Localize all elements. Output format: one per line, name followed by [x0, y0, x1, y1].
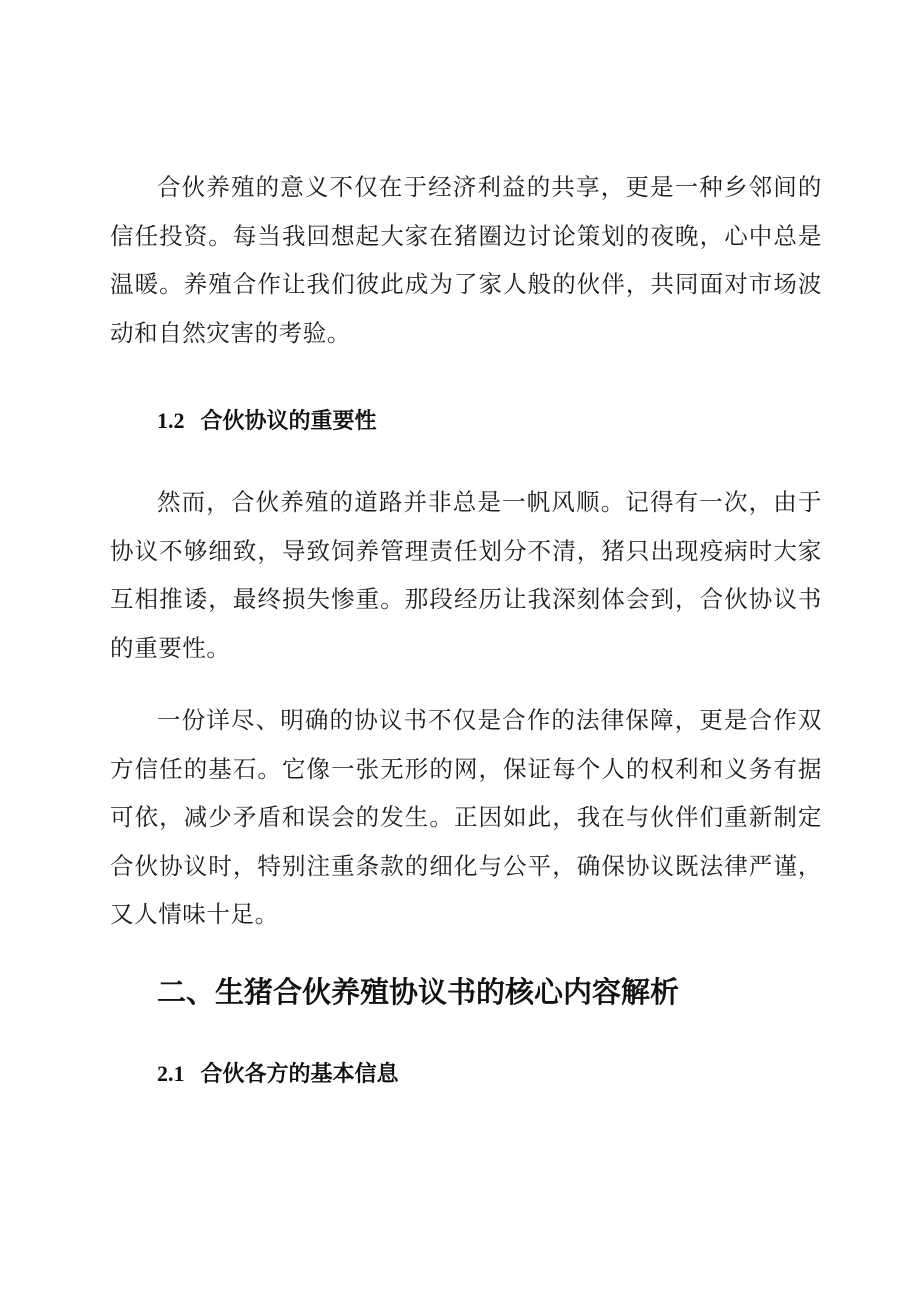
section-title: 合伙各方的基本信息 — [200, 1062, 399, 1087]
paragraph-past-experience: 然而，合伙养殖的道路并非总是一帆风顺。记得有一次，由于协议不够细致，导致饲养管理责任划分不清，猪只出现疫病时大家互相推诿，最终损失惨重。那段经历让我深刻体会到，合伙协议书的重要性。 — [110, 488, 822, 662]
section-number: 1.2 — [157, 408, 185, 433]
section-heading-2-1 — [157, 1059, 399, 1090]
chapter-heading-2: 二、生猪合伙养殖协议书的核心内容解析 — [157, 975, 680, 1009]
section-number: 2.1 — [157, 1061, 185, 1086]
paragraph-agreement-foundation: 一份详尽、明确的协议书不仅是合作的法律保障，更是合作双方信任的基石。它像一张无形的网，保证每个人的权利和义务有据可依，减少矛盾和误会的发生。正因如此，我在与伙伴们重新制定合伙协议时，特别注重条款的细化与公平，确保协议既法律严谨，又人情味十足。 — [110, 706, 822, 928]
section-title: 合伙协议的重要性 — [200, 409, 377, 434]
section-heading-1-2 — [157, 406, 377, 437]
paragraph-cooperation-meaning: 合伙养殖的意义不仅在于经济利益的共享，更是一种乡邻间的信任投资。每当我回想起大家在猪圈边讨论策划的夜晚，心中总是温暖。养殖合作让我们彼此成为了家人般的伙伴，共同面对市场波动和自然灾害的考验。 — [110, 173, 822, 347]
